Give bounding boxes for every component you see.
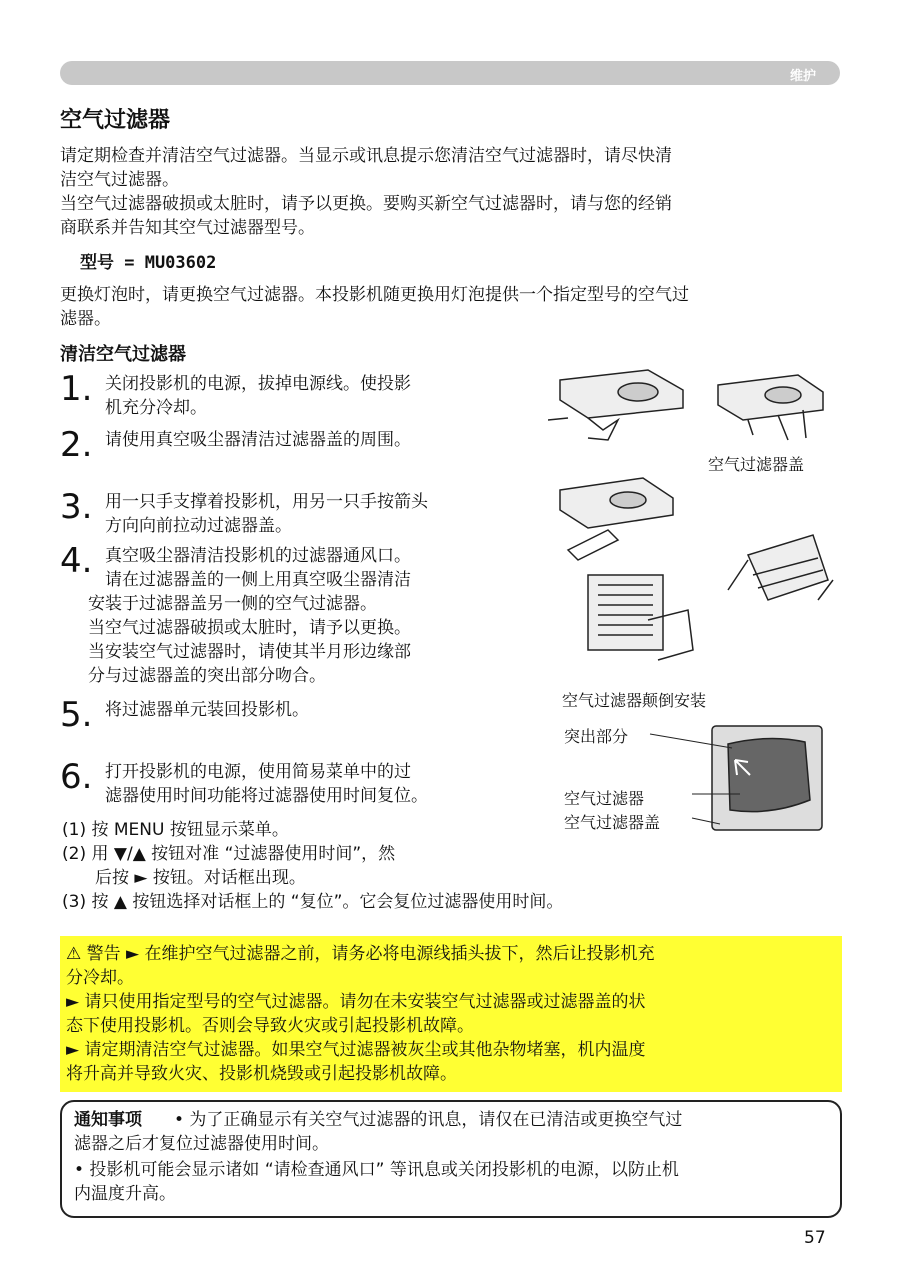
- step-number: 6.: [60, 757, 93, 797]
- projector-illustration-2: [718, 375, 823, 440]
- step-text: 分与过滤器盖的突出部分吻合。: [88, 666, 326, 686]
- intro-line: 商联系并告知其空气过滤器型号。: [60, 218, 315, 238]
- intro-line: 更换灯泡时，请更换空气过滤器。本投影机随更换用灯泡提供一个指定型号的空气过: [60, 285, 689, 305]
- step-text: 将过滤器单元装回投影机。: [105, 700, 309, 720]
- step-text: 真空吸尘器清洁投影机的过滤器通风口。: [105, 546, 411, 566]
- warning-line: 分冷却。: [66, 968, 134, 988]
- step-text: 打开投影机的电源，使用简易菜单中的过: [105, 762, 411, 782]
- intro-line: 当空气过滤器破损或太脏时，请予以更换。要购买新空气过滤器时，请与您的经销: [60, 194, 672, 214]
- notice-box: [60, 1100, 842, 1218]
- subsection-title: 清洁空气过滤器: [60, 344, 186, 365]
- step-text: 当空气过滤器破损或太脏时，请予以更换。: [88, 618, 411, 638]
- step-text: 方向向前拉动过滤器盖。: [105, 516, 292, 536]
- filter-label: 空气过滤器: [564, 789, 645, 808]
- notice-title: 通知事项: [74, 1110, 142, 1130]
- substep: (2) 用 ▼/▲ 按钮对准 “过滤器使用时间”，然: [62, 844, 396, 864]
- step-text: 滤器使用时间功能将过滤器使用时间复位。: [105, 786, 428, 806]
- intro-line: 洁空气过滤器。: [60, 170, 179, 190]
- filter-inspection-illustration: [728, 535, 833, 600]
- cover-label: 空气过滤器盖: [708, 455, 805, 474]
- step-number: 2.: [60, 425, 93, 465]
- warning-box: [60, 936, 842, 1092]
- step-text: 用一只手支撑着投影机，用另一只手按箭头: [105, 492, 428, 512]
- step-number: 1.: [60, 369, 93, 409]
- substep: (3) 按 ▲ 按钮选择对话框上的 “复位”。它会复位过滤器使用时间。: [62, 892, 564, 912]
- intro-line: 请定期检查并清洁空气过滤器。当显示或讯息提示您清洁空气过滤器时，请尽快清: [60, 146, 672, 166]
- model-number: 型号 = MU03602: [80, 253, 217, 273]
- notice-line: 滤器之后才复位过滤器使用时间。: [74, 1134, 329, 1154]
- step-text: 当安装空气过滤器时，请使其半月形边缘部: [88, 642, 411, 662]
- projector-illustration-3: [560, 478, 673, 560]
- filter-removal-illustrations: [548, 360, 848, 680]
- warning-line: 态下使用投影机。否则会导致火灾或引起投影机故障。: [66, 1016, 474, 1036]
- vacuum-cover-illustration: [588, 575, 693, 660]
- notice-line: • 为了正确显示有关空气过滤器的讯息，请仅在已清洁或更换空气过: [174, 1110, 683, 1130]
- invert-caption: 空气过滤器颠倒安装: [562, 691, 707, 710]
- step-text: 安装于过滤器盖另一侧的空气过滤器。: [88, 594, 377, 614]
- step-number: 4.: [60, 541, 93, 581]
- step-text: 请使用真空吸尘器清洁过滤器盖的周围。: [105, 430, 411, 450]
- page-title: 空气过滤器: [60, 108, 171, 133]
- intro-line: 滤器。: [60, 309, 111, 329]
- section-header-bar: [60, 61, 840, 85]
- warning-line: ⚠ 警告 ► 在维护空气过滤器之前，请务必将电源线插头拔下，然后让投影机充: [66, 944, 655, 964]
- filter-cover-label: 空气过滤器盖: [564, 813, 661, 832]
- step-text: 机充分冷却。: [105, 398, 207, 418]
- warning-line: ► 请只使用指定型号的空气过滤器。请勿在未安装空气过滤器或过滤器盖的状: [66, 992, 646, 1012]
- warning-line: 将升高并导致火灾、投影机烧毁或引起投影机故障。: [66, 1064, 457, 1084]
- notice-line: • 投影机可能会显示诸如 “请检查通风口” 等讯息或关闭投影机的电源，以防止机: [74, 1160, 679, 1180]
- substep: (1) 按 MENU 按钮显示菜单。: [62, 820, 289, 840]
- projector-illustration-1: [548, 370, 683, 440]
- protrusion-label: 突出部分: [564, 727, 629, 746]
- page-number: 57: [804, 1228, 826, 1248]
- step-text: 请在过滤器盖的一侧上用真空吸尘器清洁: [105, 570, 411, 590]
- notice-line: 内温度升高。: [74, 1184, 176, 1204]
- step-number: 5.: [60, 695, 93, 735]
- step-text: 关闭投影机的电源，拔掉电源线。使投影: [105, 374, 411, 394]
- section-label: 维护: [789, 69, 816, 84]
- substep: 后按 ► 按钮。对话框出现。: [95, 868, 306, 888]
- warning-line: ► 请定期清洁空气过滤器。如果空气过滤器被灰尘或其他杂物堵塞，机内温度: [66, 1040, 646, 1060]
- step-number: 3.: [60, 487, 93, 527]
